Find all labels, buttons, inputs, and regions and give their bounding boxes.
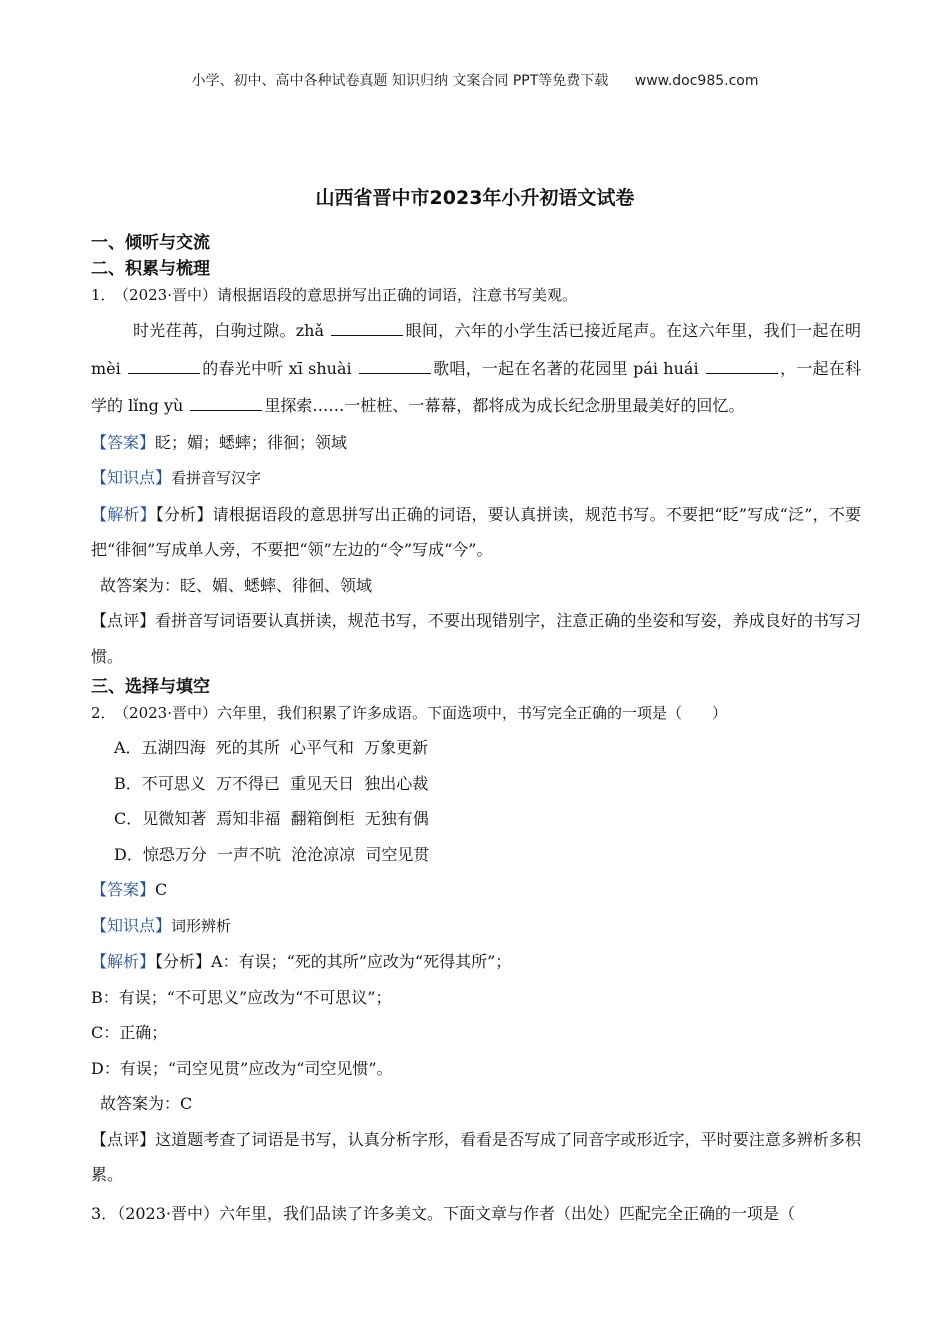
exam-content [91, 230, 861, 1243]
knowledge-value: 看拼音写汉字 [171, 469, 262, 487]
question-3-stem [91, 1201, 861, 1227]
fill-blank[interactable] [128, 359, 200, 374]
passage-text: ，一起在科学的 lǐng yù [91, 358, 861, 415]
knowledge-tag: 【知识点】 [91, 468, 172, 487]
option-d[interactable]: D．惊恐万分 一声不吭 沧沧凉凉 司空见贯 [114, 844, 430, 864]
answer-tag: 【答案】 [91, 880, 156, 899]
question-2-conclusion: 故答案为：C [100, 1094, 193, 1113]
page-title: 山西省晋中市2023年小升初语文试卷 [315, 187, 635, 209]
passage-text: 的春光中听 xī shuài [202, 358, 352, 378]
analysis-tag: 【解析】 [91, 952, 156, 971]
question-1-text: （2023·晋中）请根据语段的意思拼写出正确的词语，注意书写美观。 [121, 286, 577, 304]
question-1-comment [91, 603, 861, 674]
fill-blank[interactable] [331, 321, 403, 336]
question-1-answer [91, 425, 861, 461]
option-c[interactable]: C．见微知著 焉知非福 翻箱倒柜 无独有偶 [114, 809, 429, 828]
analysis-line: C：正确； [91, 1023, 168, 1042]
passage-text: 里探索……一桩桩、一幕幕，都将成为成长纪念册里最美好的回忆。 [264, 396, 745, 415]
comment-tag: 【点评】 [91, 611, 156, 630]
comment-text: 这道题考查了词语是书写，认真分析字形，看看是否写成了同音字或形近字，平时要注意多辨析多积累。 [91, 1129, 861, 1184]
section-heading-3: 三、选择与填空 [91, 677, 210, 697]
question-2-comment [91, 1122, 861, 1193]
passage-text: 时光荏苒，白驹过隙。zhǎ [133, 321, 324, 340]
option-b[interactable]: B．不可思义 万不得已 重见天日 独出心裁 [114, 773, 429, 793]
question-2-analysis [91, 944, 861, 980]
question-2-number: 2． [91, 704, 116, 722]
analysis-tag: 【解析】 [91, 504, 156, 524]
question-3-text: （2023·晋中）六年里，我们品读了许多美文。下面文章与作者（出处）匹配完全正确的一项是（ [117, 1203, 795, 1223]
fill-blank[interactable] [359, 359, 431, 374]
analysis-line: B：有误；“不可思义”应改为“不可思议”； [91, 987, 392, 1007]
header-url[interactable]: www.doc985.com [634, 73, 759, 89]
question-1-stem [91, 282, 861, 308]
question-1-conclusion: 故答案为：眨、媚、蟋蟀、徘徊、领域 [100, 575, 373, 595]
fill-blank[interactable] [190, 396, 262, 411]
analysis-line: D：有误；“司空见贯”应改为“司空见惯”。 [91, 1058, 393, 1078]
answer-value: C [155, 880, 168, 899]
fill-blank[interactable] [706, 359, 778, 374]
analysis-text: 【分析】A：有误；“死的其所”应改为“死得其所”； [155, 952, 512, 971]
knowledge-tag: 【知识点】 [91, 915, 172, 935]
question-1-knowledge [91, 460, 861, 497]
header-text: 小学、初中、高中各种试卷真题 知识归纳 文案合同 PPT等免费下载 [191, 73, 609, 89]
question-2-stem [91, 700, 861, 726]
answer-tag: 【答案】 [91, 432, 156, 452]
passage-text: 歌唱，一起在名著的花园里 pái huái [432, 358, 699, 378]
question-2-knowledge [91, 908, 861, 945]
section-heading-2: 二、积累与梳理 [91, 259, 210, 279]
comment-tag: 【点评】 [91, 1129, 156, 1149]
passage-text: 眼间，六年的小学生活已接近尾声。在这六年里，我们一起在明 mèi [91, 321, 861, 378]
question-2-text: （2023·晋中）六年里，我们积累了许多成语。下面选项中，书写完全正确的一项是（ ） [121, 704, 727, 722]
question-2-answer [91, 872, 861, 908]
knowledge-value: 词形辨析 [171, 916, 232, 935]
question-1-analysis [91, 497, 861, 568]
page-header [0, 70, 950, 90]
question-1-passage [91, 312, 861, 425]
answer-value: 眨；媚；蟋蟀；徘徊；领域 [155, 432, 348, 452]
question-1-number: 1． [91, 286, 116, 304]
section-heading-1: 一、倾听与交流 [91, 233, 210, 253]
option-a[interactable]: A．五湖四海 死的其所 心平气和 万象更新 [114, 738, 429, 757]
analysis-text: 【分析】请根据语段的意思拼写出正确的词语，要认真拼读，规范书写。不要把“眨”写成“泛”，不要把“徘徊”写成单人旁，不要把“领”左边的“令”写成“今”。 [91, 504, 861, 559]
comment-text: 看拼音写词语要认真拼读，规范书写，不要出现错别字，注意正确的坐姿和写姿，养成良好的书写习惯。 [91, 611, 861, 666]
question-3-number: 3． [91, 1203, 118, 1223]
